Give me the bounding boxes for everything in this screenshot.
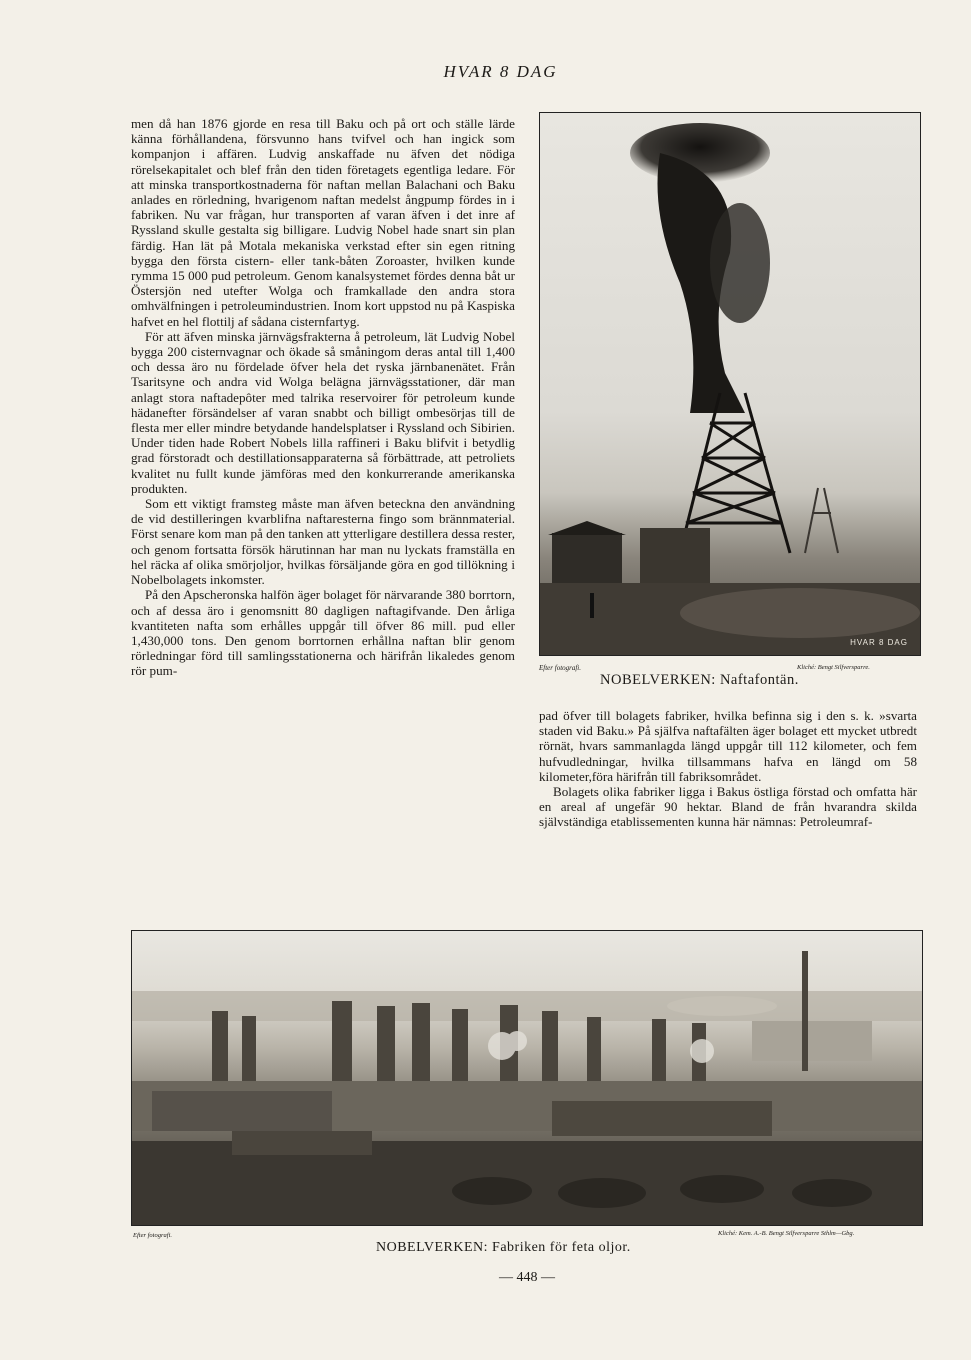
paragraph: Bolagets olika fabriker ligga i Bakus östliga förstad och omfatta här en areal af ungefär 90 hektar. Bland de från hvarandra skilda självständiga etablissementen kunna här nämnas: Petroleumraf- — [539, 784, 917, 830]
left-text-column — [131, 116, 515, 894]
header-title: HVAR 8 DAG — [443, 62, 558, 81]
paragraph: För att äfven minska järnvägsfrakterna å petroleum, lät Ludvig Nobel bygga 200 cisternvagnar och ökade så småningom deras antal till 1,400 och dessa äro nu fördelade öfver hela det ryska järnbanenätet. Från Tsaritsyne och andra vid Wolga belägna järnvägsstationer, där man anlagt stora naftadepôter med talrika reservoirer för petroleum kunde hädanefter försändelser af varan snabbt och billigt ombesörjas till de flesta mer eller mindre betydande handelsplatser i Ryssland och Sibirien. Under tiden hade Robert Nobels lilla raffineri i Baku blifvit i betydlig grad förstoradt och destillationsapparaterna så förbättrade, att petroliets kvalitet nu fullt kunde jämföras med den konkurrerande amerikanska produkten. — [131, 328, 515, 496]
cliche-credit: Kliché: Bengt Silfversparre. — [797, 664, 870, 671]
paragraph: Som ett viktigt framsteg måste man äfven beteckna den användning de vid destilleringen kvarblifna naftaresterna fingo som brännmaterial. Först senare kom man på den tanken att ytterligare destillera dessa rester, och genom fortsatta försök härutinnan har man nu lyckats framställa en hel räcka af olika smörjoljor, hvilkas försäljande göra en god tillökning i Nobelbolagets inkomster. — [131, 496, 515, 588]
photo-credit: Efter fotografi. — [133, 1232, 172, 1239]
paragraph: På den Apscheronska halfön äger bolaget för närvarande 380 borrtorn, och af dessa äro i genomsnitt 80 dagligen naftagifvande. Den årliga kvantiteten nafta som erhålles uppgår till öfver 86 mill. pud eller 1,430,000 tons. Den genom borrtornen erhållna naftan blir genom rörledningar förd till samlingsstationerna och härifrån likaledes genom rör pum- — [131, 587, 515, 679]
figure-caption: NOBELVERKEN: Naftafontän. — [600, 672, 799, 688]
figure-caption: NOBELVERKEN: Fabriken för feta oljor. — [376, 1240, 631, 1255]
factory-illustration — [132, 931, 923, 1226]
page-number: — 448 — — [499, 1270, 555, 1285]
running-header — [0, 62, 971, 82]
cliche-credit: Kliché: Kem. A.-B. Bengt Silfversparre Sthlm—Gbg. — [718, 1230, 855, 1237]
oil-fountain-photo — [539, 112, 921, 656]
oil-fountain-illustration — [540, 113, 921, 656]
photo-watermark: HVAR 8 DAG — [850, 638, 908, 647]
paragraph: men då han 1876 gjorde en resa till Baku och på ort och ställe lärde känna förhållandena, försvunno hans tvifvel och han ingick som kompanjon i affären. Ludvig anskaffade nu äfven det nödiga rörelsekapitalet och blef från den tiden företagets egentliga ledare. För att minska transportkostnaderna för naftan mellan Balachani och Baku anlades en rörledning, hvarigenom naftan medelst ångpump fördes in i fabriken. Nu var frågan, hur transporten af varan äfven i det inre af Ryssland skulle gestalta sig billigare. Ludvig Nobel hade snart sin plan färdig. Han lät på Motala mekaniska verkstad efter sin egen ritning bygga den första cistern- eller tank-båten Zoroaster, hvilken kunde rymma 15 000 pud petroleum. Genom kanalsystemet fördes denna båt ur Östersjön ned utefter Wolga och framkallade den andra stora omhvälfningen i petroleumindustrien. Inom kort uppstod nu på Kaspiska hafvet en hel flottilj af sådana cisternfartyg. — [131, 116, 515, 329]
right-text-column — [539, 708, 917, 894]
factory-panorama-photo — [131, 930, 923, 1226]
paragraph: pad öfver till bolagets fabriker, hvilka befinna sig i den s. k. »svarta staden vid Baku.» På själfva naftafälten äger bolaget ett mycket utbredt rörnät, hvars sammanlagda längd uppgår till 112 kilometer, och fem hufvudledningar, hvilka tillsammans hafva en längd om 58 kilometer,föra härifrån till fabriksområdet. — [539, 708, 917, 784]
photo-credit: Efter fotografi. — [539, 664, 581, 672]
